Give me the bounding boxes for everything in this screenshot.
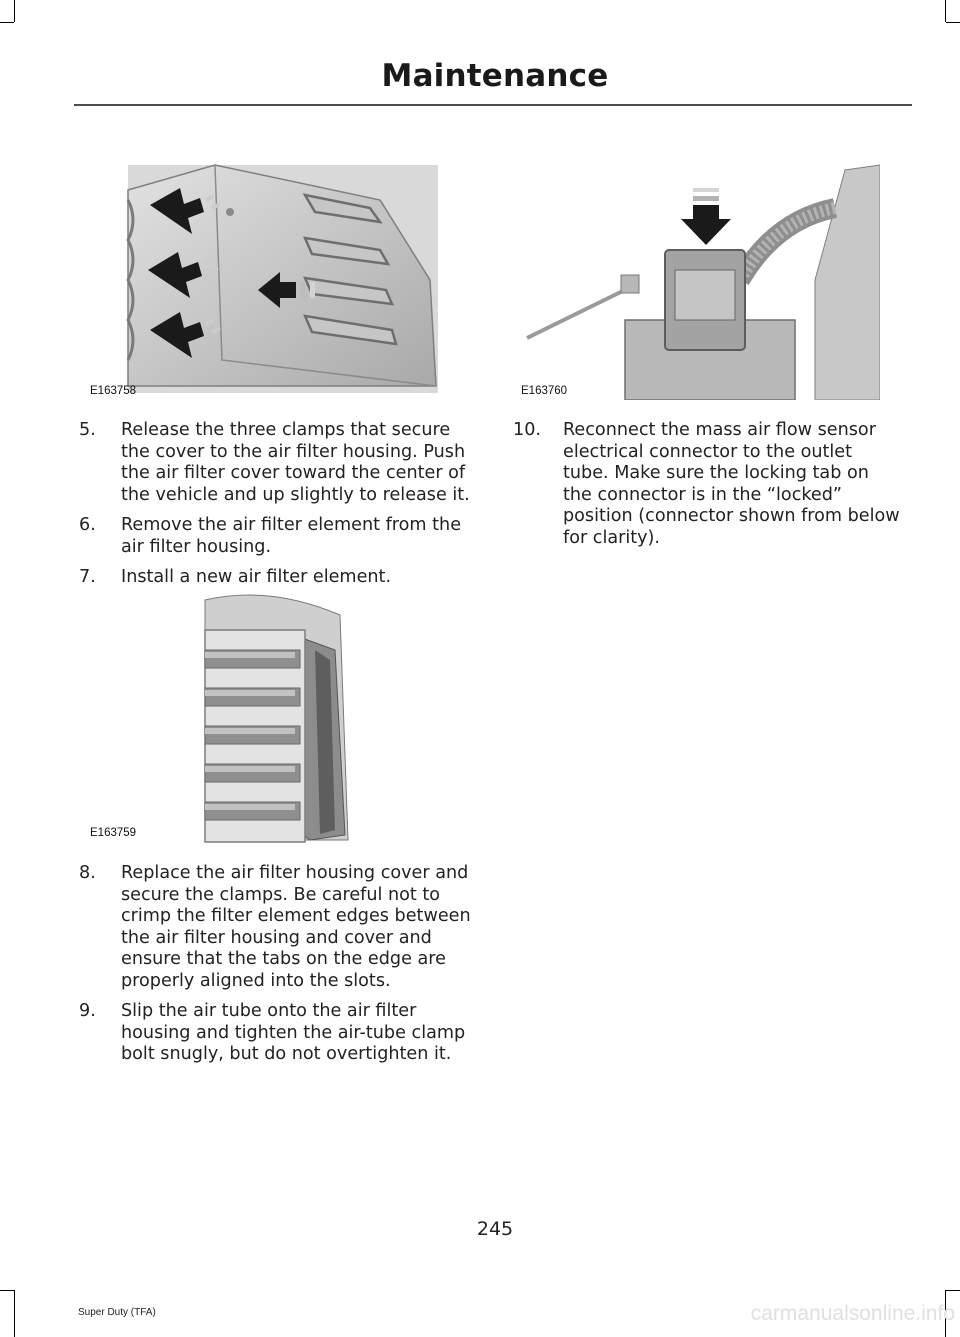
list-item: [79, 420, 479, 506]
air-filter-element-illustration: [80, 590, 440, 845]
step-number: 6.: [79, 515, 96, 535]
figure-code: E163759: [90, 827, 137, 839]
page-title: Maintenance: [381, 58, 609, 94]
crop-mark: [0, 1290, 14, 1291]
list-item: [79, 567, 479, 589]
air-filter-housing-illustration: [80, 160, 440, 400]
step-text: Release the three clamps that secure the cover to the air filter housing. Push the air filter cover toward the center of the vehicle and up slightly to release it.: [121, 420, 470, 505]
step-number: 10.: [513, 420, 541, 440]
list-item: [79, 1001, 479, 1066]
crop-mark: [945, 0, 946, 22]
page-number: 245: [476, 1218, 514, 1240]
list-item: [79, 863, 479, 992]
figure-air-filter-element: [80, 590, 440, 845]
step-number: 9.: [79, 1001, 96, 1021]
step-number: 8.: [79, 863, 96, 883]
crop-mark: [946, 22, 960, 23]
figure-code: E163758: [90, 385, 137, 397]
step-number: 7.: [79, 567, 96, 587]
step-text: Replace the air filter housing cover and secure the clamps. Be careful not to crimp the filter element edges between the air filter housing and cover and ensure that the tabs on the edge are properly aligned into the slots.: [121, 863, 471, 991]
step-text: Install a new air filter element.: [121, 567, 392, 587]
crop-mark: [0, 22, 14, 23]
figure-air-filter-housing: [80, 160, 440, 400]
step-text: Reconnect the mass air flow sensor electrical connector to the outlet tube. Make sure the locking tab on the connector is in the “locked” position (connector shown from below for clarity).: [563, 420, 900, 548]
steps-list-a: [79, 420, 479, 598]
watermark: carmanualsonline.info: [750, 1302, 955, 1325]
steps-list-b: [79, 863, 479, 1075]
figure-maf-connector: [515, 160, 880, 400]
steps-list-c: [513, 420, 903, 558]
list-item: [513, 420, 903, 549]
crop-mark: [14, 1290, 15, 1337]
crop-mark: [946, 1290, 960, 1291]
crop-mark: [14, 0, 15, 22]
list-item: [79, 515, 479, 558]
step-text: Remove the air filter element from the air filter housing.: [121, 515, 462, 557]
title-divider: [74, 104, 912, 106]
step-text: Slip the air tube onto the air filter housing and tighten the air-tube clamp bolt snugly, but do not overtighten it.: [121, 1001, 466, 1064]
maf-connector-illustration: [515, 160, 880, 400]
step-number: 5.: [79, 420, 96, 440]
footer-model: Super Duty (TFA): [78, 1307, 156, 1318]
figure-code: E163760: [521, 385, 568, 397]
